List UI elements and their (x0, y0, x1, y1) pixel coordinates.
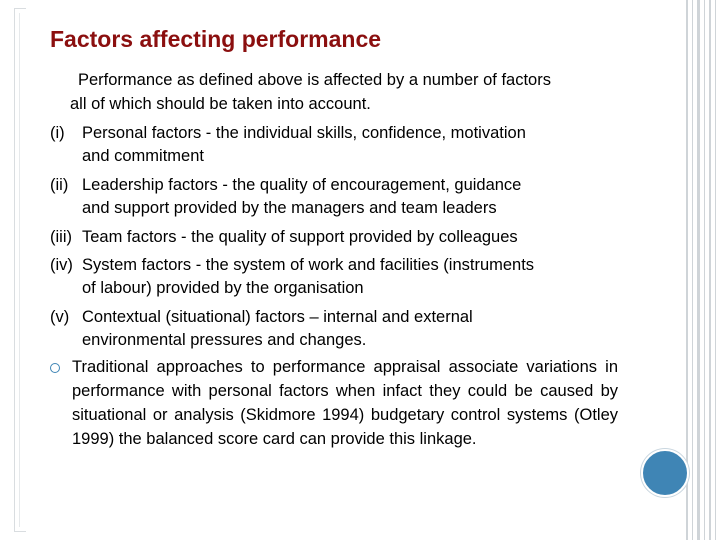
item-number: (ii) (50, 176, 69, 194)
item-line-2: and commitment (82, 147, 204, 165)
item-line-2: and support provided by the managers and team leaders (82, 199, 497, 217)
accent-circle-icon (641, 449, 689, 497)
item-line-1: Personal factors - the individual skills, confidence, motivation (82, 124, 526, 142)
item-number: (iv) (50, 256, 73, 274)
intro-line-2: all of which should be taken into account. (70, 95, 371, 113)
bullet-icon (50, 363, 60, 373)
item-number: (v) (50, 308, 70, 326)
item-line-2: environmental pressures and changes. (82, 331, 367, 349)
slide-title: Factors affecting performance (50, 26, 382, 52)
item-line-1: Team factors - the quality of support provided by colleagues (82, 228, 518, 246)
item-line-1: System factors - the system of work and facilities (instruments (82, 256, 535, 274)
item-line-1: Contextual (situational) factors – internal and external (82, 308, 473, 326)
bullet-paragraph: Traditional approaches to performance appraisal associate variations in performance with personal factors when infact they could be caused by situational or analysis (Skidmore 1994) budgetary control systems (Otley 1999) the balanced score card can provide this linkage. (72, 358, 618, 448)
intro-line-1: Performance as defined above is affected by a number of factors (78, 71, 551, 89)
item-line-2: of labour) provided by the organisation (82, 279, 364, 297)
left-border-frame (14, 8, 26, 532)
item-number: (iii) (50, 228, 72, 246)
item-line-1: Leadership factors - the quality of encouragement, guidance (82, 176, 522, 194)
right-decorative-lines (684, 0, 720, 540)
item-number: (i) (50, 124, 65, 142)
